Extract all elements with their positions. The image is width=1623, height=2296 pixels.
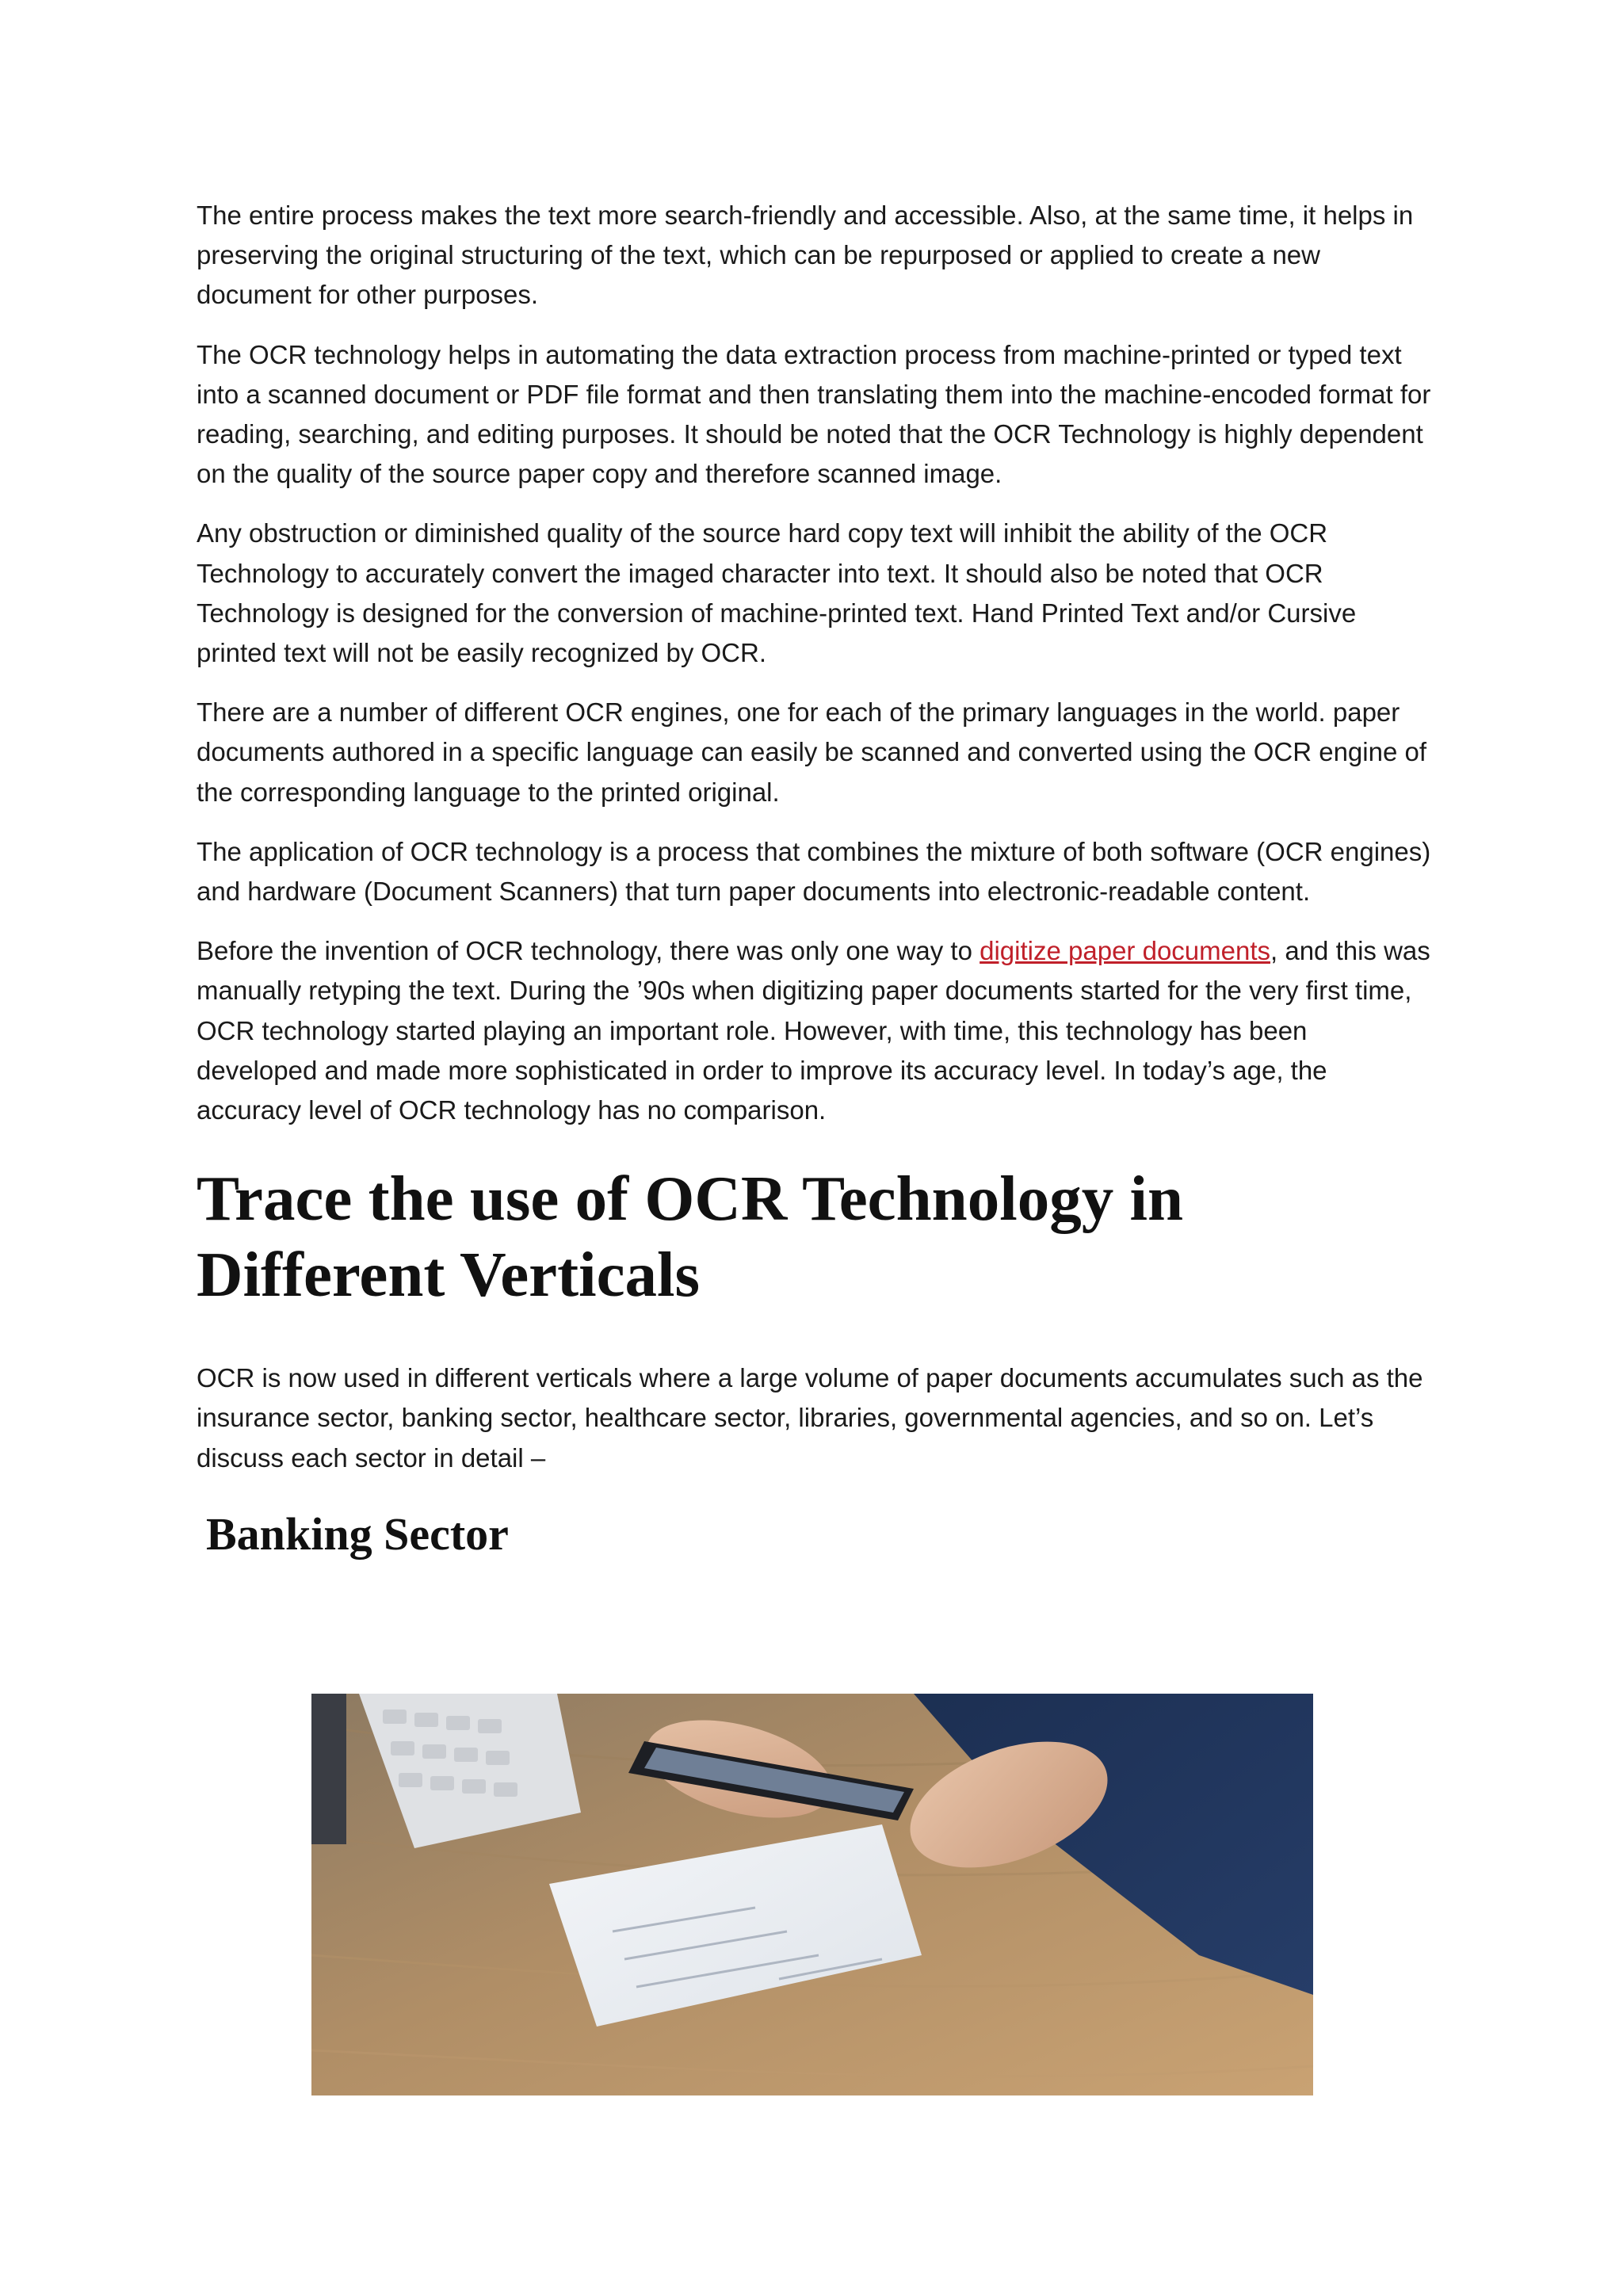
paragraph-obstruction: Any obstruction or diminished quality of the source hard copy text will inhibit the ability of the OCR Technology to accurately convert the imaged character into text. It should also be noted that OCR Technology is designed for the conversion of machine-printed text. Hand Printed Text and/or Cursive printed text will not be easily recognized by OCR. bbox=[197, 518, 1357, 668]
paragraph-process: The entire process makes the text more search-friendly and accessible. Also, at the same time, it helps in preserving the original structuring of the text, which can be repurposed or applied to create a new document for other purposes. bbox=[197, 201, 1414, 310]
section-intro-paragraph: OCR is now used in different verticals where a large volume of paper documents accumulates such as the insurance sector, banking sector, healthcare sector, libraries, governmental agencies, and so on. Let’s discuss each sector in detail – bbox=[197, 1363, 1423, 1473]
paragraph-invention bbox=[197, 931, 1433, 1130]
paragraph-ocr-technology: The OCR technology helps in automating the data extraction process from machine-printed or typed text into a scanned document or PDF file format and then translating them into the machine-encoded format for reading, searching, and editing purposes. It should be noted that the OCR Technology is highly dependent on the quality of the source paper copy and therefore scanned image. bbox=[197, 339, 1431, 489]
banking-cheque-photo bbox=[311, 1694, 1313, 2095]
section-heading: Trace the use of OCR Technology in Different Verticals bbox=[197, 1163, 1184, 1311]
digitize-paper-documents-link[interactable]: digitize paper documents bbox=[980, 936, 1271, 966]
paragraph-ocr-engines: There are a number of different OCR engines, one for each of the primary languages in the world. paper documents authored in a specific language can easily be scanned and converted using the OCR engine of the corresponding language to the printed original. bbox=[197, 697, 1427, 807]
invention-text-after-link: , and this was manually retyping the text. During the ’90s when digitizing paper documents started for the very first time, OCR technology started playing an important role. However, with time, this technology has been developed and made more sophisticated in order to improve its accuracy level. In today’s age, the accuracy level of OCR technology has no comparison. bbox=[197, 936, 1430, 1125]
paragraph-application: The application of OCR technology is a process that combines the mixture of both software (OCR engines) and hardware (Document Scanners) that turn paper documents into electronic-readable content. bbox=[197, 836, 1431, 907]
subsection-heading-banking: Banking Sector bbox=[206, 1507, 509, 1560]
document-content bbox=[197, 196, 1433, 1586]
invention-text-before-link: Before the invention of OCR technology, there was only one way to bbox=[197, 936, 980, 966]
